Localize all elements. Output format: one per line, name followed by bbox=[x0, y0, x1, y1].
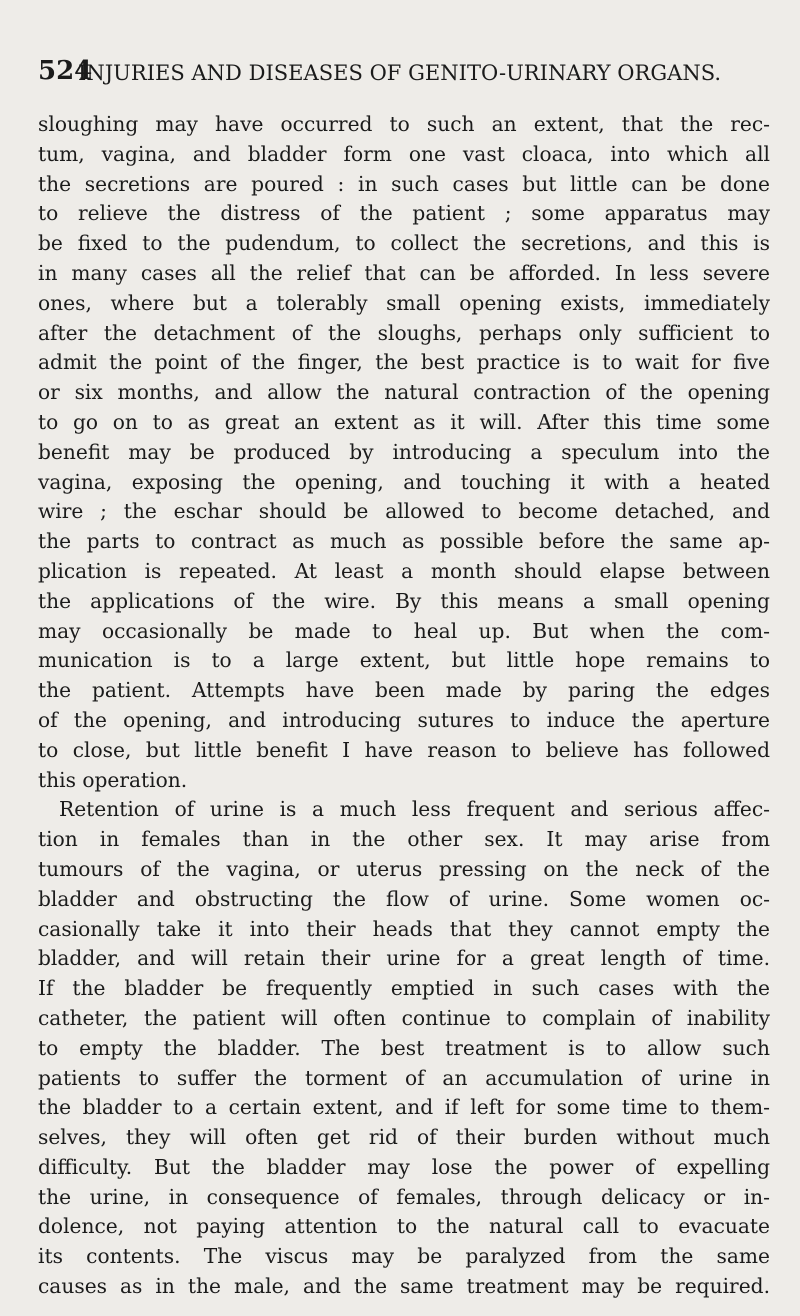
text-line: benefit may be produced by introducing a speculum into the bbox=[38, 439, 770, 464]
text-line: wire ; the eschar should be allowed to become detached, and bbox=[38, 499, 770, 524]
text-line: to go on to as great an extent as it will. After this time some bbox=[38, 409, 770, 434]
text-line: to empty the bladder. The best treatment is to allow such bbox=[38, 1035, 770, 1060]
text-line: tum, vagina, and bladder form one vast cloaca, into which all bbox=[38, 141, 770, 166]
text-line: casionally take it into their heads that they cannot empty the bbox=[38, 916, 770, 941]
text-line: bladder and obstructing the flow of urine. Some women oc- bbox=[38, 886, 770, 911]
paragraph-last-line: this operation. bbox=[38, 767, 188, 792]
text-line: ones, where but a tolerably small opening exists, immediately bbox=[38, 290, 770, 315]
text-line: be fixed to the pudendum, to collect the secretions, and this is bbox=[38, 231, 770, 256]
text-line: munication is to a large extent, but little hope remains to bbox=[38, 648, 770, 673]
text-line: vagina, exposing the opening, and touching it with a heated bbox=[38, 469, 770, 494]
text-line: or six months, and allow the natural contraction of the opening bbox=[38, 380, 770, 405]
text-line: the bladder to a certain extent, and if left for some time to them- bbox=[38, 1095, 770, 1120]
text-line: dolence, not paying attention to the natural call to evacuate bbox=[38, 1214, 770, 1239]
body-text bbox=[38, 110, 770, 1302]
text-line: patients to suffer the torment of an accumulation of urine in bbox=[38, 1065, 770, 1090]
text-line: the secretions are poured : in such cases but little can be done bbox=[38, 171, 770, 196]
text-line: after the detachment of the sloughs, perhaps only sufficient to bbox=[38, 320, 770, 345]
text-line: If the bladder be frequently emptied in such cases with the bbox=[38, 976, 770, 1001]
text-line: the urine, in consequence of females, through delicacy or in- bbox=[38, 1184, 770, 1209]
page-number: 524 bbox=[38, 56, 93, 86]
text-line: of the opening, and introducing sutures to induce the aperture bbox=[38, 707, 770, 732]
text-line: its contents. The viscus may be paralyzed from the same bbox=[38, 1244, 770, 1269]
text-line: causes as in the male, and the same treatment may be required. bbox=[38, 1274, 770, 1299]
text-line: difficulty. But the bladder may lose the power of expelling bbox=[38, 1154, 770, 1179]
running-head bbox=[38, 56, 770, 96]
book-page bbox=[38, 0, 770, 1316]
paragraph-first-line: Retention of urine is a much less frequent and serious affec- bbox=[59, 797, 770, 822]
running-title: INJURIES AND DISEASES OF GENITO-URINARY ORGANS. bbox=[78, 61, 722, 85]
text-line: sloughing may have occurred to such an extent, that the rec- bbox=[38, 112, 770, 136]
text-line: catheter, the patient will often continue to complain of inability bbox=[38, 1005, 770, 1030]
text-line: to relieve the distress of the patient ; some apparatus may bbox=[38, 201, 770, 226]
text-line: admit the point of the finger, the best practice is to wait for five bbox=[38, 350, 770, 375]
text-line: plication is repeated. At least a month should elapse between bbox=[38, 558, 770, 583]
text-line: the applications of the wire. By this means a small opening bbox=[38, 588, 770, 613]
text-line: in many cases all the relief that can be afforded. In less severe bbox=[38, 260, 770, 285]
text-line: bladder, and will retain their urine for a great length of time. bbox=[38, 946, 770, 971]
text-line: may occasionally be made to heal up. But when the com- bbox=[38, 618, 770, 643]
text-line: tumours of the vagina, or uterus pressing on the neck of the bbox=[38, 856, 770, 881]
text-line: the patient. Attempts have been made by paring the edges bbox=[38, 678, 770, 703]
text-line: to close, but little benefit I have reason to believe has followed bbox=[38, 737, 770, 762]
text-line: selves, they will often get rid of their burden without much bbox=[38, 1125, 770, 1150]
text-line: tion in females than in the other sex. It may arise from bbox=[38, 827, 770, 852]
text-line: the parts to contract as much as possible before the same ap- bbox=[38, 529, 770, 554]
